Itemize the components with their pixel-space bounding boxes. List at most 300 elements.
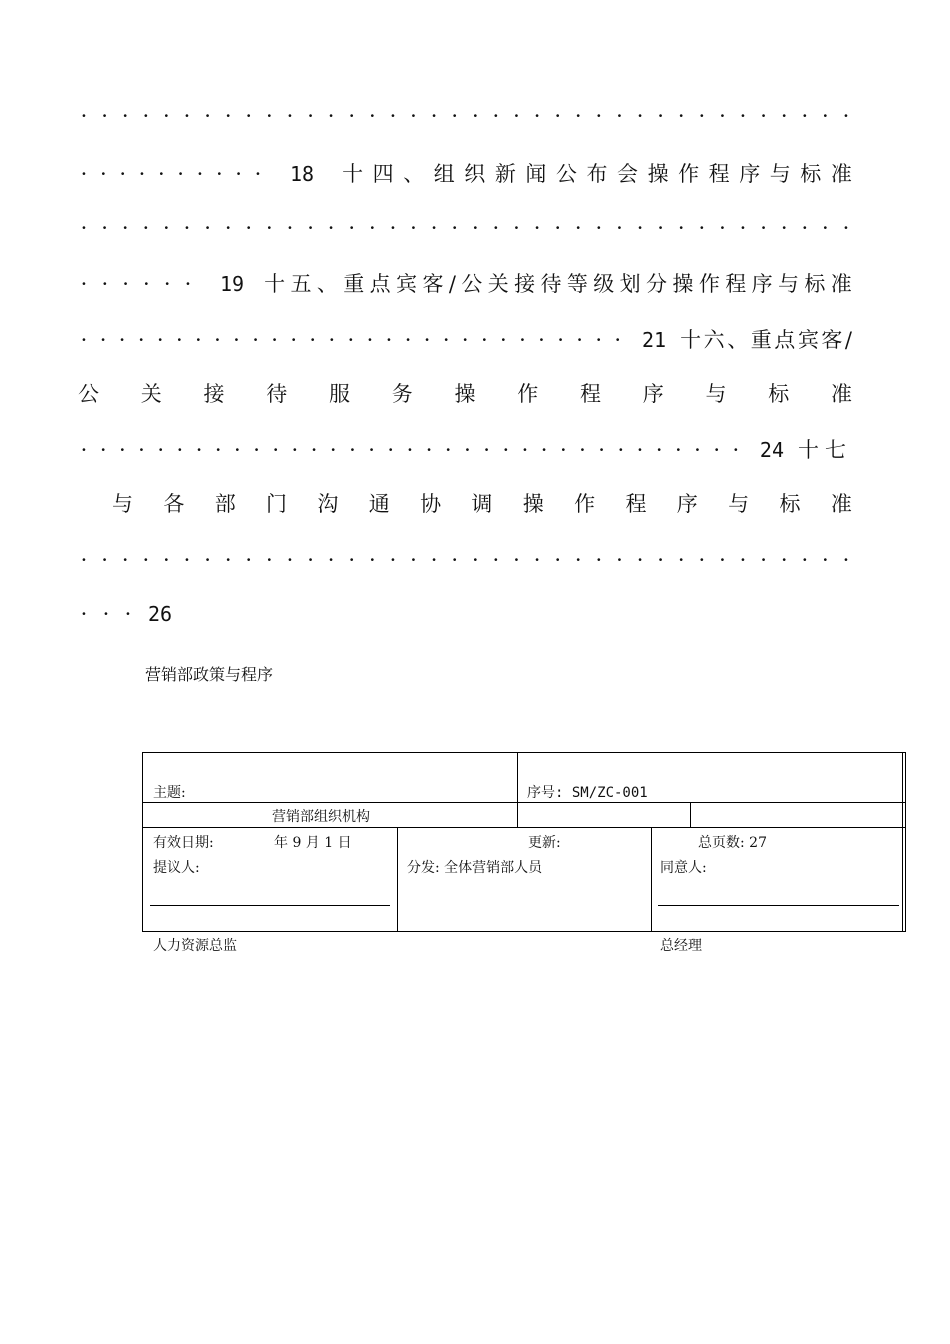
leader-dot: · (252, 328, 259, 352)
glyph: 与 (705, 382, 727, 406)
glyph: 点 (774, 328, 796, 352)
leader-dot: · (677, 216, 685, 240)
leader-dot: · (576, 328, 583, 352)
leader-dot: · (492, 216, 500, 240)
leader-dot: · (533, 104, 541, 128)
leader-dot: · (574, 216, 582, 240)
glyph: 重 (343, 272, 365, 296)
leader-dot: · (214, 328, 221, 352)
leader-dot: · (291, 438, 299, 462)
leader-dot: · (801, 548, 809, 572)
glyph: 与 (728, 492, 750, 516)
glyph: 序 (739, 162, 761, 186)
glyph: 操 (454, 382, 476, 406)
leader-dot: · (389, 104, 397, 128)
table-border (902, 752, 903, 932)
leader-dot: · (614, 328, 622, 352)
leader-dot: · (142, 104, 150, 128)
glyph: 程 (625, 492, 647, 516)
glyph: 作 (678, 162, 700, 186)
glyph: 标 (768, 382, 790, 406)
leader-dot: · (102, 602, 110, 626)
leader-dot: · (347, 328, 355, 352)
leader-dot: · (157, 438, 165, 462)
leader-dot: · (842, 216, 850, 240)
glyph: 准 (830, 492, 852, 516)
leader-dot: · (719, 216, 726, 240)
glyph: 、 (403, 162, 425, 186)
glyph: 准 (830, 162, 852, 186)
glyph: 与 (112, 492, 133, 516)
glyph: 程 (580, 382, 601, 406)
glyph: 待 (540, 272, 562, 296)
glyph: 与 (769, 162, 791, 186)
leader-dot: · (533, 216, 541, 240)
leader-dot: · (801, 216, 809, 240)
leader-dot: · (780, 104, 788, 128)
leader-dot: · (464, 438, 471, 462)
proposer-title: 人力资源总监 (153, 938, 237, 954)
leader-dot: · (101, 104, 108, 128)
toc-page-number: 19 (220, 272, 245, 296)
glyph: 程 (725, 272, 747, 296)
leader-dot: · (80, 162, 88, 186)
toc-leader-dots (78, 542, 852, 578)
leader-dot: · (366, 328, 374, 352)
leader-dot: · (196, 162, 204, 186)
glyph: 服 (329, 382, 350, 406)
leader-dot: · (451, 548, 459, 572)
leader-dot: · (406, 438, 414, 462)
glyph: 序 (642, 382, 664, 406)
leader-dot: · (410, 548, 417, 572)
leader-dot: · (559, 438, 567, 462)
toc-entry-end (78, 596, 852, 632)
leader-dot: · (657, 104, 664, 128)
glyph: 标 (800, 162, 822, 186)
glyph: 宾 (396, 272, 418, 296)
glyph: 六 (703, 328, 725, 352)
glyph: 程 (708, 162, 730, 186)
leader-dot: · (163, 104, 170, 128)
leader-dot: · (138, 438, 145, 462)
document-title: 营销部政策与程序 (145, 665, 274, 684)
glyph: 四 (372, 162, 394, 186)
leader-dot: · (471, 104, 479, 128)
leader-dot: · (461, 328, 469, 352)
leader-dot: · (540, 438, 548, 462)
leader-dot: · (451, 104, 459, 128)
leader-dot: · (286, 104, 294, 128)
leader-dot: · (80, 216, 88, 240)
leader-dot: · (538, 328, 545, 352)
toc-entry-title (342, 156, 852, 192)
glyph: 、 (727, 328, 749, 352)
leader-dot: · (554, 548, 561, 572)
leader-dot: · (719, 104, 726, 128)
leader-dot: · (204, 548, 211, 572)
glyph: 通 (368, 492, 390, 516)
glyph: 协 (420, 492, 442, 516)
leader-dot: · (204, 104, 211, 128)
leader-dot: · (80, 272, 88, 296)
glyph: 准 (830, 272, 852, 296)
toc-entry-14 (78, 156, 852, 192)
leader-dot: · (492, 104, 500, 128)
glyph: 序 (676, 492, 698, 516)
leader-dot: · (233, 328, 240, 352)
leader-dot: · (698, 104, 706, 128)
leader-dot: · (195, 438, 203, 462)
leader-dot: · (616, 216, 623, 240)
glyph: 公 (78, 382, 99, 406)
glyph: 划 (619, 272, 641, 296)
glyph: / (844, 328, 852, 352)
glyph: 布 (586, 162, 608, 186)
leader-dot: · (253, 438, 260, 462)
update-label: 更新: (528, 835, 561, 851)
leader-dot: · (694, 438, 701, 462)
leader-dot: · (224, 104, 232, 128)
leader-dot: · (118, 328, 126, 352)
leader-dot: · (739, 216, 747, 240)
leader-dot: · (451, 216, 459, 240)
glyph: 操 (647, 162, 669, 186)
glyph: 作 (574, 492, 596, 516)
leader-dot: · (636, 438, 644, 462)
glyph: 部 (214, 492, 236, 516)
leader-dot: · (521, 438, 529, 462)
leader-dot: · (224, 548, 232, 572)
glyph: 公 (555, 162, 577, 186)
glyph: 关 (487, 272, 509, 296)
glyph: 与 (777, 272, 799, 296)
toc-leader-dots (78, 596, 134, 632)
leader-dot: · (500, 328, 507, 352)
glyph: 、 (316, 272, 338, 296)
toc-page-number: 21 (642, 328, 667, 352)
toc-entry-15 (78, 266, 852, 302)
leader-dot: · (348, 548, 356, 572)
leader-dot: · (389, 548, 397, 572)
leader-dot: · (657, 548, 664, 572)
total-pages: 总页数: 27 (698, 835, 767, 851)
glyph: 宾 (797, 328, 819, 352)
glyph: / (448, 272, 456, 296)
leader-dot: · (425, 438, 433, 462)
leader-dot: · (310, 438, 318, 462)
leader-dot: · (698, 216, 706, 240)
leader-dot: · (80, 602, 88, 626)
glyph: 操 (522, 492, 544, 516)
glyph: 点 (369, 272, 391, 296)
leader-dot: · (138, 162, 146, 186)
glyph: 织 (464, 162, 486, 186)
toc-leader-dots (78, 322, 624, 358)
glyph: 级 (593, 272, 615, 296)
leader-dot: · (266, 104, 273, 128)
leader-dot: · (636, 104, 644, 128)
leader-dot: · (368, 216, 376, 240)
leader-dot: · (502, 438, 510, 462)
leader-dot: · (142, 216, 150, 240)
leader-dot: · (574, 548, 582, 572)
leader-dot: · (801, 104, 809, 128)
leader-dot: · (286, 548, 294, 572)
leader-dot: · (595, 548, 603, 572)
leader-dot: · (224, 216, 232, 240)
leader-dot: · (387, 438, 395, 462)
leader-dot: · (513, 104, 520, 128)
glyph: 各 (163, 492, 185, 516)
glyph: 闻 (525, 162, 547, 186)
leader-dot: · (348, 104, 356, 128)
leader-dot: · (732, 438, 740, 462)
leader-dot: · (271, 328, 278, 352)
leader-dot: · (595, 216, 603, 240)
glyph: 标 (779, 492, 801, 516)
toc-entry-title (112, 486, 852, 522)
approver-label: 同意人: (660, 860, 707, 876)
leader-dot: · (677, 548, 685, 572)
leader-dot: · (101, 272, 109, 296)
leader-dot: · (215, 162, 223, 186)
leader-dot: · (655, 438, 663, 462)
effective-date-label: 有效日期: (153, 835, 214, 851)
leader-dot: · (307, 104, 314, 128)
toc-page-number: 24 (759, 438, 784, 462)
toc-leader-dots (78, 98, 852, 134)
glyph: 等 (566, 272, 588, 296)
leader-dot: · (157, 162, 165, 186)
leader-dot: · (483, 438, 490, 462)
leader-dot: · (327, 548, 335, 572)
leader-dot: · (327, 104, 335, 128)
approver-signature-line (658, 905, 899, 906)
leader-dot: · (163, 548, 170, 572)
glyph: 关 (140, 382, 162, 406)
leader-dot: · (80, 328, 88, 352)
leader-dot: · (163, 216, 170, 240)
leader-dot: · (99, 438, 107, 462)
leader-dot: · (674, 438, 682, 462)
leader-dot: · (290, 328, 298, 352)
leader-dot: · (636, 216, 644, 240)
leader-dot: · (822, 216, 829, 240)
leader-dot: · (121, 216, 129, 240)
leader-dot: · (471, 216, 479, 240)
leader-dot: · (513, 548, 520, 572)
leader-dot: · (142, 548, 150, 572)
leader-dot: · (385, 328, 393, 352)
leader-dot: · (121, 548, 129, 572)
distribution-label: 分发: 全体营销部人员 (407, 860, 543, 876)
leader-dot: · (99, 162, 107, 186)
glyph: 重 (750, 328, 772, 352)
table-rule (142, 827, 906, 828)
leader-dot: · (739, 548, 747, 572)
leader-dot: · (595, 104, 603, 128)
leader-dot: · (368, 548, 376, 572)
leader-dot: · (842, 104, 850, 128)
toc-leader-dots (78, 156, 264, 192)
toc-entry-title (78, 376, 852, 412)
leader-dot: · (272, 438, 280, 462)
leader-dot: · (121, 104, 129, 128)
leader-dot: · (254, 162, 262, 186)
toc-entry-16 (78, 322, 852, 358)
leader-dot: · (579, 438, 586, 462)
glyph: 客 (821, 328, 843, 352)
glyph: 十 (680, 328, 702, 352)
glyph: 务 (391, 382, 413, 406)
leader-dot: · (444, 438, 452, 462)
leader-dot: · (480, 328, 488, 352)
leader-dot: · (822, 548, 829, 572)
subject-value: 营销部组织机构 (272, 809, 370, 825)
glyph: 接 (203, 382, 225, 406)
leader-dot: · (329, 438, 337, 462)
leader-dot: · (423, 328, 431, 352)
leader-dot: · (595, 328, 603, 352)
leader-dot: · (176, 438, 184, 462)
leader-dot: · (430, 104, 438, 128)
leader-dot: · (410, 216, 417, 240)
leader-dot: · (780, 216, 788, 240)
leader-dot: · (822, 104, 829, 128)
leader-dot: · (245, 548, 253, 572)
leader-dot: · (657, 216, 664, 240)
leader-dot: · (519, 328, 526, 352)
leader-dot: · (842, 548, 850, 572)
leader-dot: · (368, 438, 375, 462)
leader-dot: · (266, 548, 273, 572)
leader-dot: · (404, 328, 412, 352)
leader-dot: · (99, 328, 107, 352)
toc-leader-dots (78, 210, 852, 246)
leader-dot: · (119, 162, 126, 186)
proposer-label: 提议人: (153, 860, 200, 876)
leader-dot: · (245, 216, 253, 240)
leader-dot: · (122, 272, 129, 296)
glyph: 作 (698, 272, 720, 296)
glyph: 分 (646, 272, 668, 296)
leader-dot: · (309, 328, 317, 352)
glyph: 接 (514, 272, 536, 296)
leader-dot: · (245, 104, 253, 128)
toc-entry-title: 十七 (798, 438, 852, 462)
glyph: 序 (751, 272, 773, 296)
toc-entry-17 (78, 432, 852, 468)
leader-dot: · (286, 216, 294, 240)
leader-dot: · (175, 328, 183, 352)
glyph: 十 (264, 272, 286, 296)
leader-dot: · (101, 548, 108, 572)
leader-dot: · (513, 216, 520, 240)
leader-dot: · (156, 328, 164, 352)
leader-dot: · (214, 438, 222, 462)
leader-dot: · (101, 216, 108, 240)
leader-dot: · (177, 162, 184, 186)
leader-dot: · (163, 272, 171, 296)
leader-dot: · (307, 216, 314, 240)
leader-dot: · (554, 216, 561, 240)
leader-dot: · (739, 104, 747, 128)
glyph: 门 (266, 492, 288, 516)
leader-dot: · (760, 104, 767, 128)
leader-dot: · (328, 328, 336, 352)
leader-dot: · (554, 104, 561, 128)
leader-dot: · (760, 216, 767, 240)
leader-dot: · (410, 104, 417, 128)
glyph: 标 (804, 272, 826, 296)
leader-dot: · (471, 548, 479, 572)
glyph: 准 (831, 382, 852, 406)
table-rule (651, 827, 652, 932)
leader-dot: · (204, 216, 211, 240)
leader-dot: · (677, 104, 685, 128)
leader-dot: · (266, 216, 273, 240)
leader-dot: · (636, 548, 644, 572)
leader-dot: · (80, 104, 88, 128)
leader-dot: · (184, 272, 192, 296)
leader-dot: · (719, 548, 726, 572)
leader-dot: · (616, 548, 623, 572)
glyph: 十 (342, 162, 364, 186)
leader-dot: · (183, 548, 191, 572)
leader-dot: · (195, 328, 202, 352)
leader-dot: · (143, 272, 150, 296)
leader-dot: · (430, 216, 438, 240)
leader-dot: · (119, 438, 126, 462)
glyph: 新 (494, 162, 516, 186)
approver-title: 总经理 (660, 938, 702, 954)
toc-entry-title (680, 322, 852, 358)
leader-dot: · (348, 216, 356, 240)
toc-entry-title (264, 266, 852, 302)
proposer-signature-line (150, 905, 390, 906)
serial-number: 序号: SM/ZC-001 (527, 785, 648, 801)
toc-leader-dots (78, 432, 742, 468)
table-rule (142, 802, 906, 803)
leader-dot: · (183, 216, 191, 240)
glyph: 作 (517, 382, 539, 406)
table-rule (397, 827, 398, 932)
leader-dot: · (598, 438, 605, 462)
leader-dot: · (533, 548, 541, 572)
glyph: 五 (290, 272, 312, 296)
leader-dot: · (307, 548, 314, 572)
table-rule (690, 802, 691, 827)
leader-dot: · (557, 328, 564, 352)
glyph: 待 (266, 382, 288, 406)
leader-dot: · (80, 548, 88, 572)
leader-dot: · (124, 602, 132, 626)
leader-dot: · (389, 216, 397, 240)
leader-dot: · (617, 438, 625, 462)
glyph: 操 (672, 272, 694, 296)
effective-date-value: 年 9 月 1 日 (274, 835, 352, 851)
table-rule (517, 752, 518, 827)
glyph: 公 (461, 272, 483, 296)
glyph: 调 (471, 492, 493, 516)
leader-dot: · (698, 548, 706, 572)
leader-dot: · (183, 104, 191, 128)
leader-dot: · (235, 162, 242, 186)
glyph: 沟 (317, 492, 339, 516)
leader-dot: · (349, 438, 356, 462)
subject-label: 主题: (153, 785, 186, 801)
